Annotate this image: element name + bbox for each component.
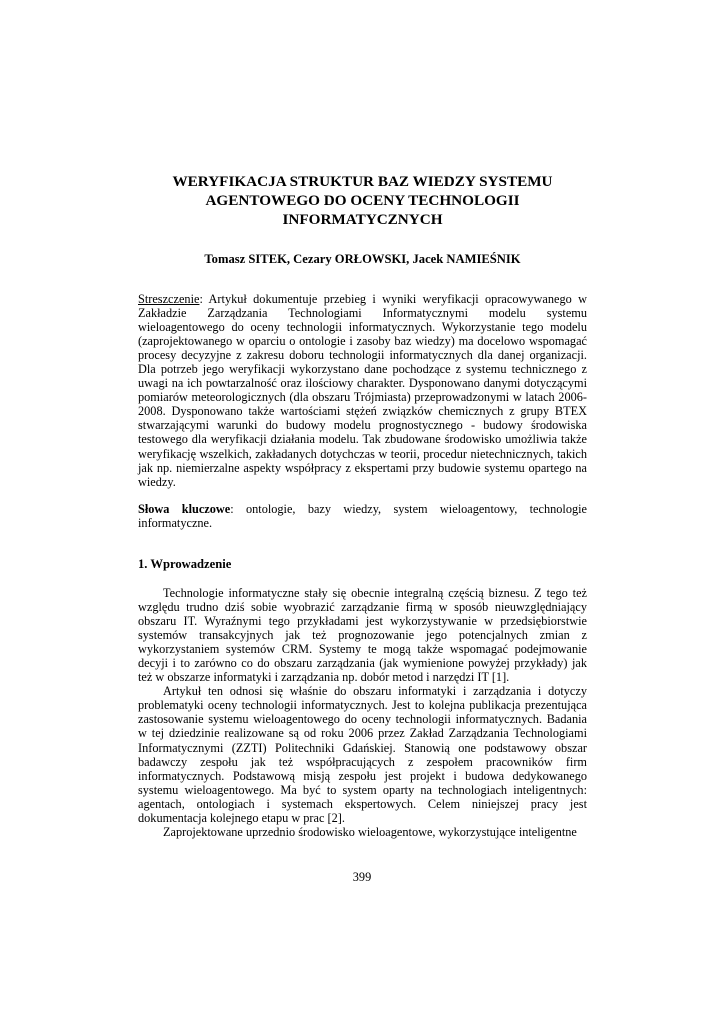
keywords-text: : ontologie, bazy wiedzy, system wieloagentowy, technologie informatyczne. bbox=[138, 502, 587, 531]
abstract-text: : Artykuł dokumentuje przebieg i wyniki weryfikacji opracowywanego w Zakładzie Zarządzania Technologiami Informatycznymi modelu systemu wieloagentowego do oceny technologii informatycznych. Wykorzystanie tego modelu (zaprojektowanego w oparciu o ontologie i zasoby baz wiedzy) ma docelowo wspomagać procesy decyzyjne z zakresu doboru technologii informatycznych dla danej organizacji. Dla potrzeb jego weryfikacji wykorzystano dane pochodzące z systemu technicznego z uwagi na ich powtarzalność oraz ilościowy charakter. Dysponowano danymi dotyczącymi pomiarów meteorologicznych (dla obszaru Trójmiasta) przeprowadzonymi w latach 2006-2008. Dysponowano także wartościami stężeń związków chemicznych z grupy BTEX stwarzającymi warunki do budowy modelu prognostycznego - budowy środowiska testowego dla weryfikacji działania modelu. Tak zbudowane środowisko umożliwia także weryfikację wszelkich, zakładanych dotychczas w teorii, procedur nietechnicznych, takich jak np. niemierzalne aspekty współpracy z ekspertami przy budowie systemu opartego na wiedzy. bbox=[138, 292, 587, 489]
body-text bbox=[138, 586, 587, 839]
title-line: AGENTOWEGO DO OCENY TECHNOLOGII bbox=[205, 192, 520, 209]
body-paragraph: Artykuł ten odnosi się właśnie do obszaru informatyki i zarządzania i dotyczy problematyki oceny technologii informatycznych. Jest to kolejna publikacja prezentująca zastosowanie systemu wieloagentowego do oceny technologii informatycznych. Badania w tej dziedzinie realizowane są od roku 2006 przez Zakład Zarządzania Technologiami Informatycznymi (ZZTI) Politechniki Gdańskiej. Stanowią one podstawowy obszar badawczy zespołu jak też współpracujących z zespołem pracowników firm informatycznych. Podstawową misją zespołu jest projekt i budowa dedykowanego systemu wieloagentowego. Ma być to system oparty na technologiach inteligentnych: agentach, ontologiach i systemach ekspertowych. Celem niniejszej pracy jest dokumentacja kolejnego etapu w prac [2]. bbox=[138, 684, 587, 825]
page-number: 399 bbox=[352, 870, 372, 884]
abstract bbox=[138, 292, 587, 489]
title-line: INFORMATYCZNYCH bbox=[282, 211, 443, 228]
body-paragraph: Technologie informatyczne stały się obecnie integralną częścią biznesu. Z tego też względu trudno dziś sobie wyobrazić zarządzanie firmą w sposób nieuwzględniający obszaru IT. Wyraźnymi tego przykładami jest wykorzystywanie w przedsiębiorstwie systemów transakcyjnych jak też prognozowanie jego potencjalnych zmian z wykorzystaniem systemów CRM. Systemy te mogą także wspomagać podejmowanie decyji i to zarówno co do obszaru zarządzania (jak wymienione powyżej przykłady) jak też w obszarze informatyki i zarządzania np. dobór metod i narzędzi IT [1]. bbox=[138, 586, 587, 685]
title-line: WERYFIKACJA STRUKTUR BAZ WIEDZY SYSTEMU bbox=[172, 173, 553, 190]
keywords-label: Słowa kluczowe bbox=[138, 502, 231, 516]
section-heading: 1. Wprowadzenie bbox=[138, 557, 232, 571]
paper-title bbox=[138, 172, 587, 229]
body-paragraph: Zaprojektowane uprzednio środowisko wieloagentowe, wykorzystujące inteligentne bbox=[163, 824, 577, 839]
abstract-label: Streszczenie bbox=[138, 292, 200, 306]
author-list: Tomasz SITEK, Cezary ORŁOWSKI, Jacek NAMIEŚNIK bbox=[204, 252, 521, 266]
keywords bbox=[138, 502, 587, 530]
